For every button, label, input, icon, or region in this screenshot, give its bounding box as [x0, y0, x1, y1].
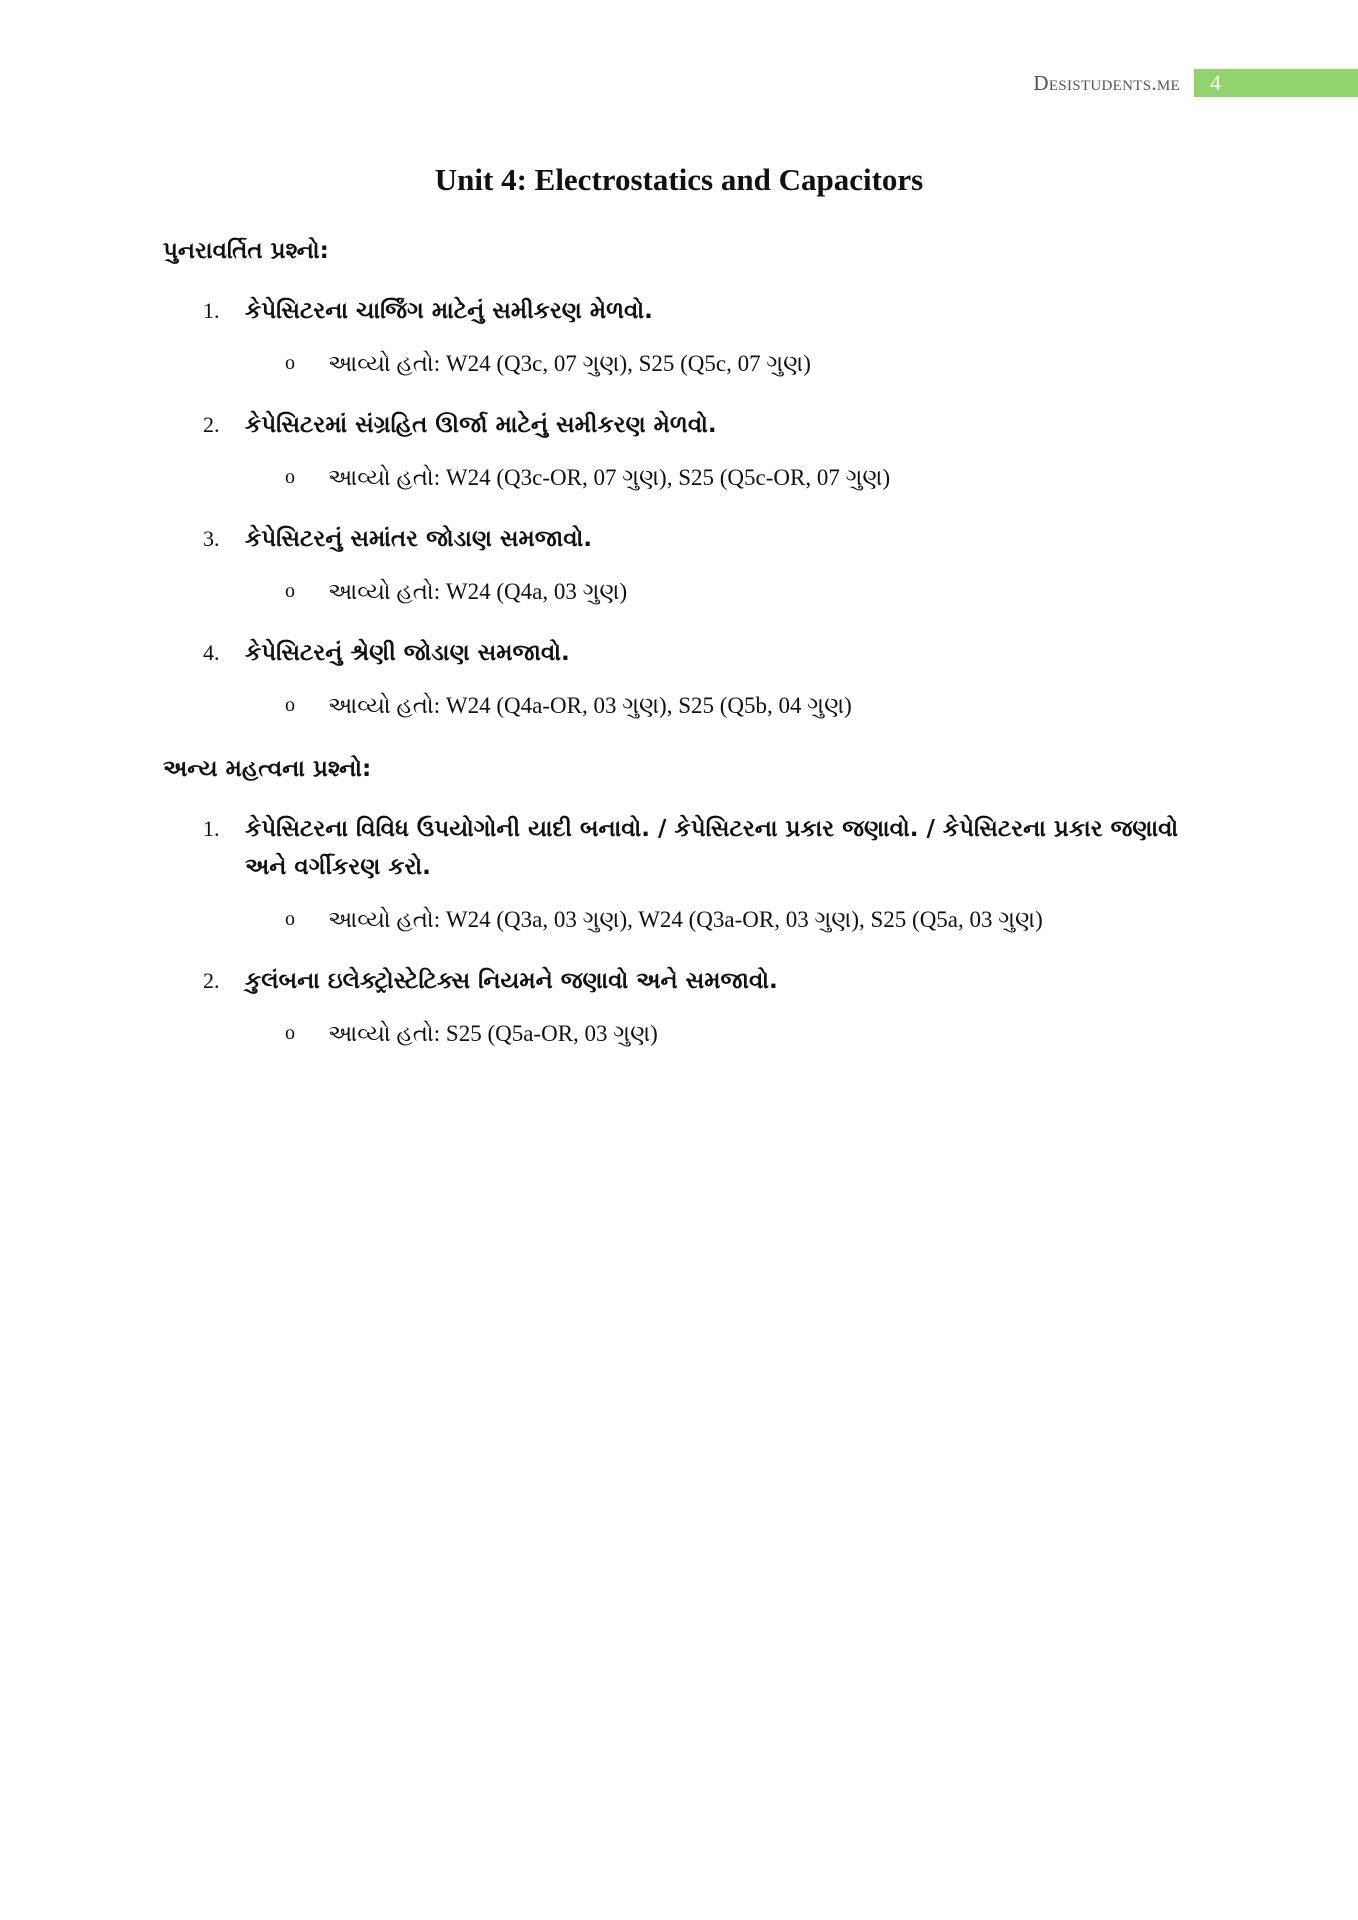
page-number: 4	[1194, 69, 1358, 97]
asked-text: આવ્યો હતો: W24 (Q4a-OR, 03 ગુણ), S25 (Q5b, 04 ગુણ)	[328, 693, 852, 718]
question-list	[163, 292, 1223, 726]
question-number: 2.	[203, 412, 220, 437]
asked-text: આવ્યો હતો: W24 (Q3a, 03 ગુણ), W24 (Q3a-OR, 03 ગુણ), S25 (Q5a, 03 ગુણ)	[328, 907, 1043, 932]
question-item	[163, 962, 1223, 1054]
document-content	[163, 230, 1223, 1076]
question-text: કેપેસિટરનું સમાંતર જોડાણ સમજાવો.	[245, 526, 593, 552]
asked-text: આવ્યો હતો: S25 (Q5a-OR, 03 ગુણ)	[328, 1021, 658, 1046]
question-item	[163, 634, 1223, 726]
asked-info	[163, 572, 1223, 612]
bullet-icon: o	[285, 580, 295, 602]
asked-info	[163, 458, 1223, 498]
question-number: 1.	[203, 816, 220, 841]
question-number: 3.	[203, 526, 220, 551]
section-heading: અન્ય મહત્વના પ્રશ્નો:	[163, 756, 372, 782]
question-text: કેપેસિટરમાં સંગ્રહિત ઊર્જા માટેનું સમીકરણ મેળવો.	[245, 412, 717, 438]
asked-text: આવ્યો હતો: W24 (Q4a, 03 ગુણ)	[328, 579, 628, 604]
site-name: Desistudents.me	[1033, 70, 1180, 95]
question-number: 2.	[203, 968, 220, 993]
asked-text: આવ્યો હતો: W24 (Q3c-OR, 07 ગુણ), S25 (Q5c-OR, 07 ગુણ)	[328, 465, 891, 490]
question-item	[163, 520, 1223, 612]
asked-info	[163, 344, 1223, 384]
bullet-icon: o	[285, 352, 295, 374]
bullet-icon: o	[285, 466, 295, 488]
question-text: કુલંબના ઇલેક્ટ્રોસ્ટેટિક્સ નિયમને જણાવો અને સમજાવો.	[245, 968, 778, 994]
bullet-icon: o	[285, 908, 295, 930]
question-text: કેપેસિટરના ચાર્જિંગ માટેનું સમીકરણ મેળવો.	[245, 298, 653, 324]
section-heading: પુનરાવર્તિત પ્રશ્નો:	[163, 238, 329, 264]
page-title	[0, 162, 1358, 198]
question-number: 1.	[203, 298, 220, 323]
page-header	[1033, 68, 1358, 98]
bullet-icon: o	[285, 694, 295, 716]
page-title-text: Unit 4: Electrostatics and Capacitors	[434, 162, 924, 197]
question-item	[163, 810, 1223, 940]
question-list	[163, 810, 1223, 1054]
question-item	[163, 292, 1223, 384]
question-item	[163, 406, 1223, 498]
section-repeated	[163, 230, 1223, 726]
section-other-important	[163, 748, 1223, 1054]
question-text: કેપેસિટરનું શ્રેણી જોડાણ સમજાવો.	[245, 640, 570, 666]
asked-text: આવ્યો હતો: W24 (Q3c, 07 ગુણ), S25 (Q5c, 07 ગુણ)	[328, 351, 811, 376]
asked-info	[163, 1014, 1223, 1054]
question-text: કેપેસિટરના વિવિધ ઉપયોગોની યાદી બનાવો. / કેપેસિટરના પ્રકાર જણાવો. / કેપેસિટરના પ્રકાર જણાવો અને વર્ગીકરણ કરો.	[245, 816, 1179, 880]
question-number: 4.	[203, 640, 220, 665]
asked-info	[163, 900, 1223, 940]
asked-info	[163, 686, 1223, 726]
bullet-icon: o	[285, 1022, 295, 1044]
